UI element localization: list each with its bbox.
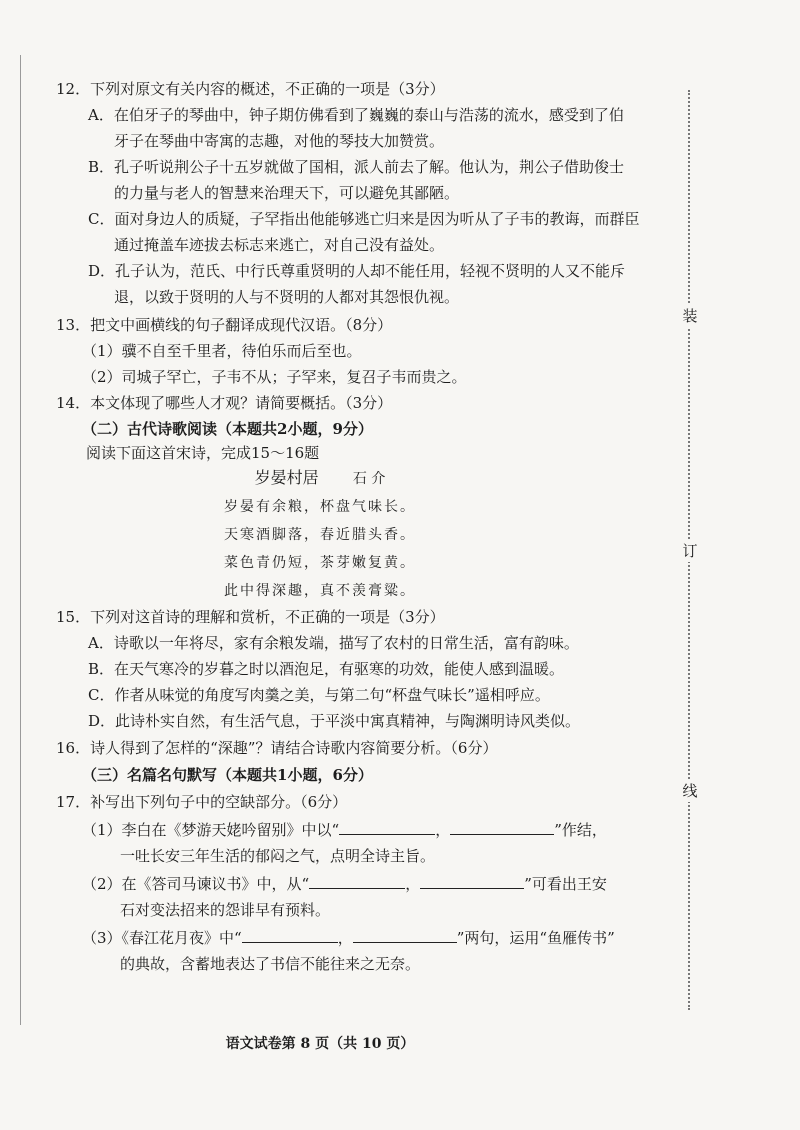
poem-author: 石 介 xyxy=(352,471,386,487)
q12-option-c-cont: 通过掩盖车迹拔去标志来逃亡，对自己没有益处。 xyxy=(114,236,445,254)
q12-option-b-cont: 的力量与老人的智慧来治理天下，可以避免其鄙陋。 xyxy=(114,184,460,202)
q16-stem: 16．诗人得到了怎样的“深趣”？请结合诗歌内容简要分析。（6分） xyxy=(56,739,498,757)
q17-item-1-suffix: ”作结， xyxy=(554,821,607,839)
poem-title-row xyxy=(0,466,640,491)
poem-line: 菜色青仍短，茶芽嫩复黄。 xyxy=(224,555,416,571)
q12-option-b: B．孔子听说荆公子十五岁就做了国相，派人前去了解。他认为，荆公子借助俊士 xyxy=(88,158,625,176)
q15-option-d: D．此诗朴实自然，有生活气息，于平淡中寓真精神，与陶渊明诗风类似。 xyxy=(88,712,581,730)
answer-blank[interactable] xyxy=(420,873,524,889)
answer-blank[interactable] xyxy=(242,927,338,943)
section2-intro: 阅读下面这首宋诗，完成15～16题 xyxy=(86,444,320,462)
q17-item-1-prefix: （1）李白在《梦游天姥吟留别》中以“ xyxy=(82,821,340,839)
q17-item-3 xyxy=(82,927,615,949)
q12-option-c: C．面对身边人的质疑，子罕指出他能够逃亡归来是因为听从了子韦的教诲，而群臣 xyxy=(88,210,640,228)
q12-option-d-cont: 退，以致于贤明的人与不贤明的人都对其怨恨仇视。 xyxy=(114,288,460,306)
poem-line: 此中得深趣，真不羡膏粱。 xyxy=(224,583,416,599)
q13-sentence-1: （1）骥不自至千里者，待伯乐而后至也。 xyxy=(82,342,362,360)
poem-line: 天寒酒脚落，春近腊头香。 xyxy=(224,527,416,543)
q15-option-a: A．诗歌以一年将尽，家有余粮发端，描写了农村的日常生活，富有韵味。 xyxy=(88,634,579,652)
q12-option-a: A．在伯牙子的琴曲中，钟子期仿佛看到了巍巍的泰山与浩荡的流水，感受到了伯 xyxy=(88,106,624,124)
q13-stem: 13．把文中画横线的句子翻译成现代汉语。（8分） xyxy=(56,316,393,334)
q17-item-1-cont: 一吐长安三年生活的郁闷之气，点明全诗主旨。 xyxy=(120,847,436,865)
binding-label-ding: 订 xyxy=(676,540,704,562)
q17-item-2-prefix: （2）在《答司马谏议书》中，从“ xyxy=(82,875,310,893)
q15-option-c: C．作者从味觉的角度写肉羹之美，与第二句“杯盘气味长”遥相呼应。 xyxy=(88,686,550,704)
q14-stem: 14．本文体现了哪些人才观？请简要概括。（3分） xyxy=(56,394,393,412)
q12-option-a-cont: 牙子在琴曲中寄寓的志趣，对他的琴技大加赞赏。 xyxy=(114,132,445,150)
q17-item-1 xyxy=(82,819,607,841)
q12-option-d: D．孔子认为，范氏、中行氏尊重贤明的人却不能任用，轻视不贤明的人又不能斥 xyxy=(88,262,626,280)
answer-blank[interactable] xyxy=(339,819,435,835)
q17-item-3-prefix: （3）《春江花月夜》中“ xyxy=(82,929,242,947)
section3-heading: （三）名篇名句默写（本题共1小题，6分） xyxy=(82,766,373,784)
q17-item-1-sep: ， xyxy=(435,821,451,839)
q17-item-3-cont: 的典故，含蓄地表达了书信不能往来之无奈。 xyxy=(120,955,421,973)
answer-blank[interactable] xyxy=(353,927,457,943)
binding-label-zhuang: 装 xyxy=(676,305,704,327)
q17-item-2 xyxy=(82,873,607,895)
q15-stem: 15．下列对这首诗的理解和赏析，不正确的一项是（3分） xyxy=(56,608,445,626)
poem-line: 岁晏有余粮，杯盘气味长。 xyxy=(224,499,416,515)
q15-option-b: B．在天气寒冷的岁暮之时以酒泡足，有驱寒的功效，能使人感到温暖。 xyxy=(88,660,565,678)
q17-item-2-suffix: ”可看出王安 xyxy=(524,875,607,893)
q17-item-3-sep: ， xyxy=(337,929,353,947)
q13-sentence-2: （2）司城子罕亡，子韦不从；子罕来，复召子韦而贵之。 xyxy=(82,368,467,386)
q17-item-2-sep: ， xyxy=(405,875,421,893)
binding-label-xian: 线 xyxy=(676,780,704,802)
poem-title: 岁晏村居 xyxy=(254,468,319,487)
q12-stem: 12．下列对原文有关内容的概述，不正确的一项是（3分） xyxy=(56,80,445,98)
q17-item-2-cont: 石对变法招来的怨诽早有预料。 xyxy=(120,901,331,919)
q17-stem: 17．补写出下列句子中的空缺部分。（6分） xyxy=(56,793,348,811)
answer-blank[interactable] xyxy=(309,873,405,889)
section2-heading: （二）古代诗歌阅读（本题共2小题，9分） xyxy=(82,420,373,438)
q17-item-3-suffix: ”两句，运用“鱼雁传书” xyxy=(456,929,615,947)
page-footer: 语文试卷第 8 页（共 10 页） xyxy=(225,1036,415,1052)
answer-blank[interactable] xyxy=(450,819,554,835)
